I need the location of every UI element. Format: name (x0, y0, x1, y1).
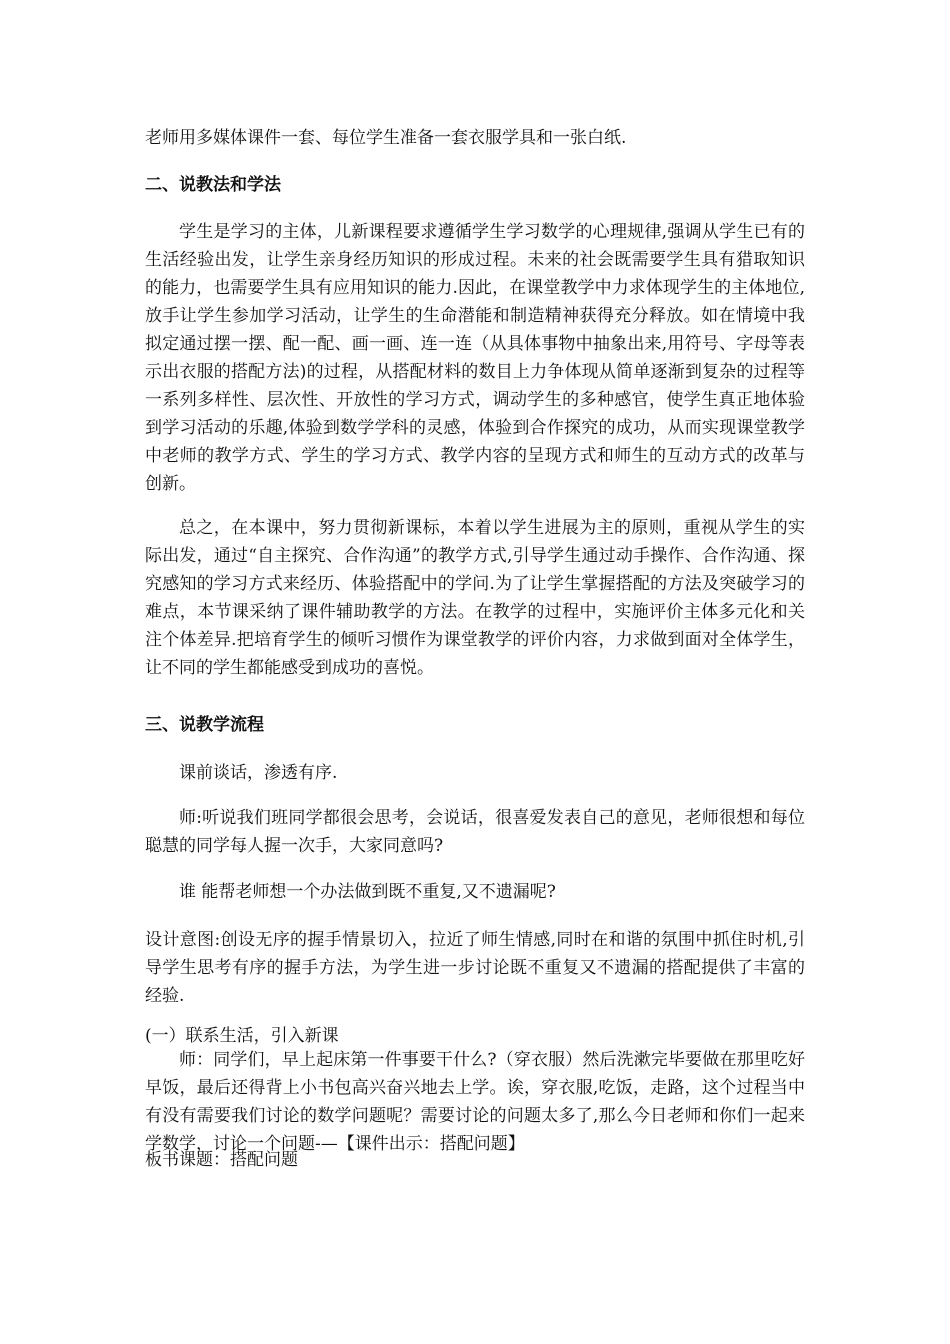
section-2-heading: 二、说教法和学法 (145, 175, 281, 195)
part-1-body: 师：同学们，早上起床第一件事要干什么?（穿衣服）然后洗漱完毕要做在那里吃好早饭，最后还得背上小书包高兴奋兴地去上学。诶，穿衣服,吃饭，走路，这个过程当中有没有需要我们讨论的数学问题呢？需要讨论的问题太多了,那么今日老师和你们一起来学数学，讨论一个问题-—【课件出示：搭配问题】 (145, 1050, 805, 1154)
section-2-paragraph-1: 学生是学习的主体，儿新课程要求遵循学生学习数学的心理规律,强调从学生已有的生活经验出发，让学生亲身经历知识的形成过程。未来的社会既需要学生具有猎取知识的能力，也需要学生具有应用知识的能力.因此，在课堂教学中力求体现学生的主体地位,放手让学生参加学习活动，让学生的生命潜能和制造精神获得充分释放。如在情境中我拟定通过摆一摆、配一配、画一画、连一连（从具体事物中抽象出来,用符号、字母等表示出衣服的搭配方法)的过程，从搭配材料的数目上力争体现从简单逐渐到复杂的过程等一系列多样性、层次性、开放性的学习方式，调动学生的多种感官，使学生真正地体验到学习活动的乐趣,体验到数学学科的灵感，体验到合作探究的成功，从而实现课堂教学中老师的教学方式、学生的学习方式、教学内容的呈现方式和师生的互动方式的改革与创新。 (145, 222, 805, 494)
teacher-dialogue-1: 师:听说我们班同学都很会思考，会说话，很喜爱发表自己的意见，老师很想和每位聪慧的同学每人握一次手，大家同意吗? (145, 808, 805, 856)
teacher-question: 谁 能帮老师想一个办法做到既不重复,又不遗漏呢? (179, 882, 556, 902)
pre-class-talk: 课前谈话，渗透有序. (179, 763, 338, 783)
blackboard-title: 板书课题：搭配问题 (145, 1150, 298, 1170)
part-1-title: (一）联系生活，引入新课 (145, 1026, 339, 1046)
design-intent: 设计意图:创设无序的握手情景切入，拉近了师生情感,同时在和谐的氛围中抓住时机,引导学生思考有序的握手方法，为学生进一步讨论既不重复又不遗漏的搭配提供了丰富的经验. (145, 930, 805, 1006)
section-2-paragraph-2: 总之，在本课中，努力贯彻新课标，本着以学生进展为主的原则，重视从学生的实际出发，通过“自主探究、合作沟通”的教学方式,引导学生通过动手操作、合作沟通、探究感知的学习方式来经历、体验搭配中的学问.为了让学生掌握搭配的方法及突破学习的难点，本节课采纳了课件辅助教学的方法。在教学的过程中，实施评价主体多元化和关注个体差异.把培育学生的倾听习惯作为课堂教学的评价内容，力求做到面对全体学生，让不同的学生都能感受到成功的喜悦。 (145, 518, 805, 678)
intro-line: 老师用多媒体课件一套、每位学生准备一套衣服学具和一张白纸. (145, 128, 627, 148)
section-3-heading: 三、说教学流程 (145, 715, 264, 735)
